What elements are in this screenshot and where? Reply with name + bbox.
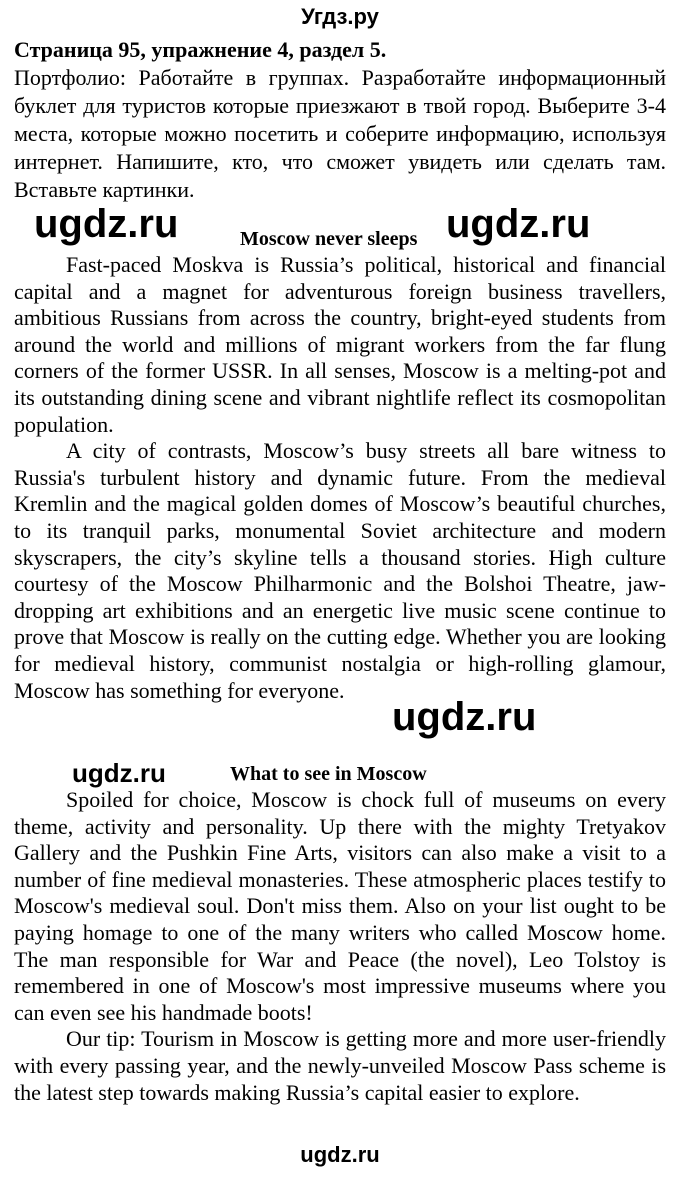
task-block xyxy=(14,36,666,204)
watermark: ugdz.ru xyxy=(72,758,166,788)
task-heading: Страница 95, упражнение 4, раздел 5. xyxy=(14,37,387,62)
watermark: ugdz.ru xyxy=(446,202,591,246)
paragraph: Fast-paced Moskva is Russia’s political, historical and financial capital and a magnet for adventurous foreign business travellers, ambitious Russians from across the country, bright-eyed students from around the world and millions of migrant workers from the far flung corners of the former USSR. In all senses, Moscow is a melting-pot and its outstanding dining scene and vibrant nightlife reflect its cosmopolitan population. xyxy=(14,252,666,437)
paragraph: A city of contrasts, Moscow’s busy streets all bare witness to Russia's turbulent history and dynamic future. From the medieval Kremlin and the magical golden domes of Moscow’s beautiful churches, to its tranquil parks, monumental Soviet architecture and modern skyscrapers, the city’s skyline tells a thousand stories. High culture courtesy of the Moscow Philharmonic and the Bolshoi Theatre, jaw-dropping art exhibitions and an energetic live music scene continue to prove that Moscow is really on the cutting edge. Whether you are looking for medieval history, communist nostalgia or high-rolling glamour, Moscow has something for everyone. xyxy=(14,438,666,703)
section-body-what-to-see xyxy=(14,787,666,1106)
section-body-moscow-never-sleeps xyxy=(14,252,666,704)
section-title-what-to-see: What to see in Moscow xyxy=(230,763,427,785)
paragraph: Our tip: Tourism in Moscow is getting more and more user-friendly with every passing year, and the newly-unveiled Moscow Pass scheme is the latest step towards making Russia’s capital easier to explore. xyxy=(14,1026,666,1105)
task-text: Портфолио: Работайте в группах. Разработайте информационный буклет для туристов которые приезжают в твой город. Выберите 3-4 места, которые можно посетить и соберите информацию, используя интернет. Напишите, кто, что сможет увидеть или сделать там. Вставьте картинки. xyxy=(14,65,666,202)
watermark: ugdz.ru xyxy=(392,695,537,739)
watermark: ugdz.ru xyxy=(34,202,179,246)
section-title-moscow-never-sleeps: Moscow never sleeps xyxy=(240,228,418,250)
site-header: Угдз.ру xyxy=(301,4,379,29)
site-footer: ugdz.ru xyxy=(300,1142,380,1167)
paragraph: Spoiled for choice, Moscow is chock full of museums on every theme, activity and personality. Up there with the mighty Tretyakov Gallery and the Pushkin Fine Arts, visitors can also make a visit to a number of fine medieval monasteries. These atmospheric places testify to Moscow's medieval soul. Don't miss them. Also on your list ought to be paying homage to one of the many writers who called Moscow home. The man responsible for War and Peace (the novel), Leo Tolstoy is remembered in one of Moscow's most impressive museums where you can even see his handmade boots! xyxy=(14,787,666,1025)
